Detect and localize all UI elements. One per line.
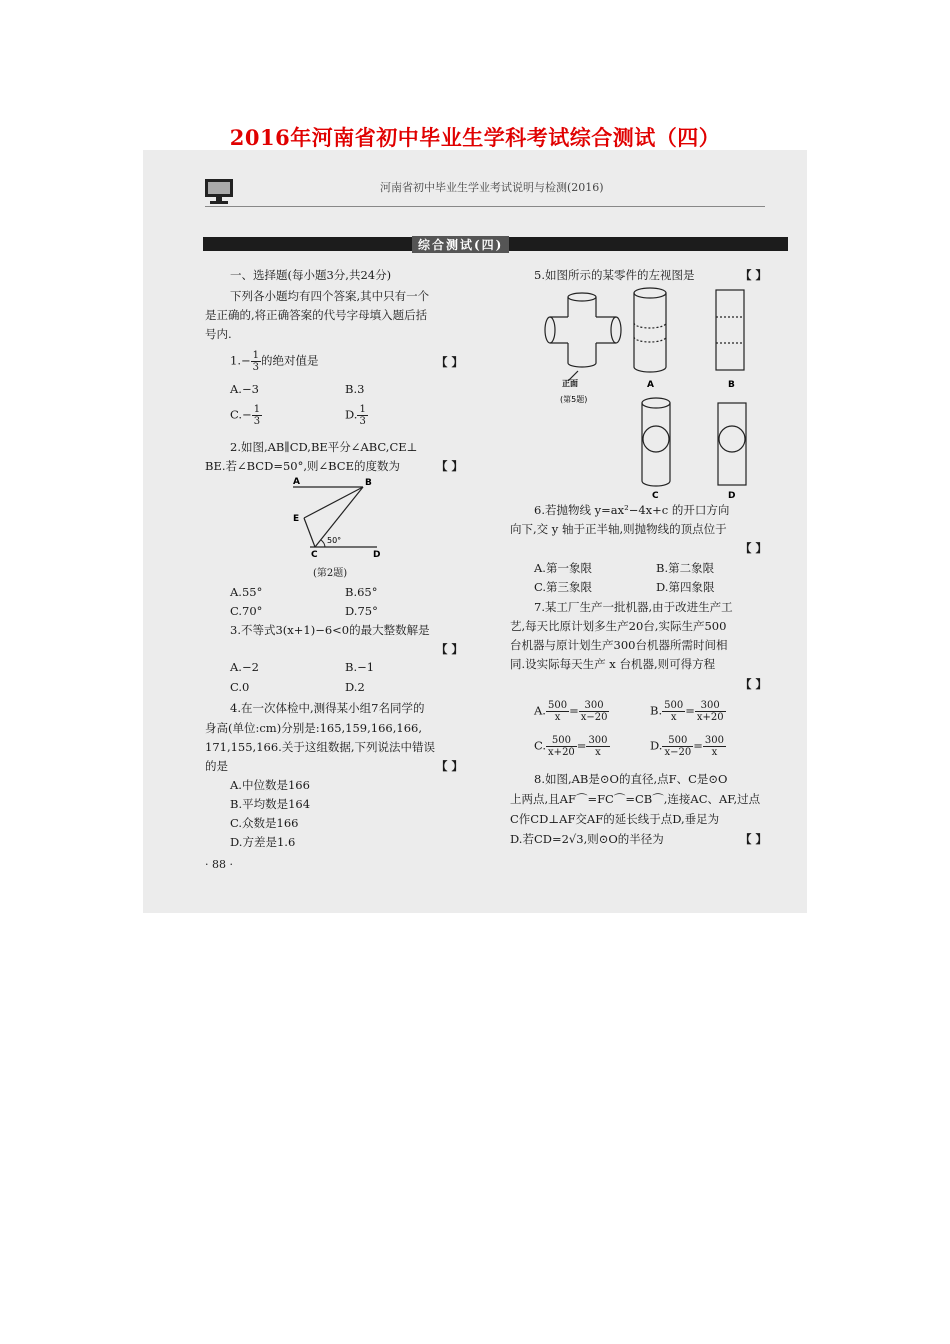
q2-stem-1: 2.如图,AB∥CD,BE平分∠ABC,CE⊥	[230, 440, 418, 454]
q1-fraction	[251, 350, 261, 373]
q7-c-n1: 500	[546, 735, 577, 747]
q7-option-b: B. $\frac{500}{x}$ = $\frac{300}{x+20}$	[650, 700, 724, 723]
page-number: · 88 ·	[205, 858, 233, 871]
q6-answer-bracket: 【 】	[740, 541, 768, 555]
q7-b-d1: x	[670, 712, 677, 723]
q4-option-a: A.中位数是166	[230, 778, 310, 792]
q5-label-b: B	[728, 380, 735, 390]
q3-stem: 3.不等式3(x+1)−6<0的最大整数解是	[230, 623, 430, 637]
q7-b-left	[662, 700, 685, 723]
q3-answer-bracket: 【 】	[436, 642, 464, 656]
q8-stem-4: D.若CD=2√3,则⊙O的半径为	[510, 832, 664, 846]
q2-angle-label: 50°	[327, 536, 342, 545]
q8-stem-2: 上两点,且AF⌒=FC⌒=CB⌒,连接AC、AF,过点	[510, 792, 761, 806]
q7-d-n2: 300	[704, 735, 724, 746]
q5-label-c: C	[652, 491, 659, 500]
q2-option-d: D.75°	[345, 604, 378, 618]
q7-d-label: D.	[650, 738, 663, 753]
q2-option-b: B.65°	[345, 585, 378, 599]
q1-c-prefix: C.−	[230, 407, 252, 422]
q2-option-a: A.55°	[230, 585, 263, 599]
q7-d-n1: 500	[662, 735, 693, 747]
q5-figure	[520, 285, 780, 500]
q2-label-b: B	[365, 478, 372, 488]
q7-a-n1: 500	[547, 700, 568, 711]
q5-label-d: D	[728, 491, 736, 500]
running-header: 河南省初中毕业生学业考试说明与检测(2016)	[380, 181, 604, 194]
q3-option-c: C.0	[230, 680, 250, 694]
q1-d-prefix: D.	[345, 407, 358, 422]
q1-option-d	[345, 404, 368, 427]
q1-num: 1	[252, 350, 259, 361]
q7-b-d2: x+20	[696, 712, 724, 723]
section-intro-1: 下列各小题均有四个答案,其中只有一个	[230, 289, 430, 303]
q1-d-num: 1	[359, 404, 366, 415]
q1-d-den: 3	[359, 416, 366, 427]
q5-answer-bracket: 【 】	[740, 268, 768, 282]
q7-b-n1: 500	[664, 700, 684, 711]
q4-stem-3: 171,155,166.关于这组数据,下列说法中错误	[205, 740, 435, 754]
q4-option-c: C.众数是166	[230, 816, 299, 830]
q7-c-d2: x	[595, 747, 601, 758]
q6-option-c: C.第三象限	[534, 580, 593, 594]
q7-option-c: C. $\frac{500}{x+20}$ = $\frac{300}{x}$	[534, 735, 608, 758]
q2-answer-bracket: 【 】	[436, 459, 464, 473]
banner-title: 综合测试(四)	[412, 236, 509, 253]
q2-label-d: D	[373, 550, 381, 560]
q2-option-c: C.70°	[230, 604, 263, 618]
q6-option-b: B.第二象限	[656, 561, 715, 575]
q7-b-label: B.	[650, 703, 663, 718]
q7-c-left	[546, 735, 577, 758]
q7-stem-2: 艺,每天比原计划多生产20台,实际生产500	[510, 619, 727, 633]
section-heading: 一、选择题(每小题3分,共24分)	[230, 268, 392, 282]
q8-stem-1: 8.如图,AB是⊙O的直径,点F、C是⊙O	[534, 772, 728, 786]
q4-option-b: B.平均数是164	[230, 797, 311, 811]
q4-stem-1: 4.在一次体检中,测得某小组7名同学的	[230, 701, 425, 715]
q1-prefix: 1.−	[230, 353, 251, 368]
q7-answer-bracket: 【 】	[740, 677, 768, 691]
q1-den: 3	[252, 362, 259, 373]
q6-stem-2: 向下,交 y 轴于正半轴,则抛物线的顶点位于	[510, 522, 727, 536]
q1-c-num: 1	[253, 404, 261, 415]
q5-label-a: A	[647, 380, 654, 390]
q7-d-right	[703, 735, 726, 758]
q7-c-d1: x+20	[548, 747, 575, 758]
q7-b-n2: 300	[695, 700, 726, 712]
q1-option-c	[230, 404, 262, 427]
q1-suffix: 的绝对值是	[260, 353, 319, 368]
q7-b-right	[695, 700, 726, 723]
q7-a-d1: x	[554, 712, 561, 723]
q6-stem-1: 6.若抛物线 y=ax²−4x+c 的开口方向	[534, 503, 730, 517]
q7-a-label: A.	[534, 703, 546, 718]
q7-d-d1: x−20	[664, 747, 692, 758]
q1-d-fraction	[357, 404, 367, 427]
q8-stem-3: C作CD⊥AF交AF的延长线于点D,垂足为	[510, 812, 720, 826]
q1-stem	[230, 350, 318, 373]
q2-label-c: C	[311, 550, 318, 560]
q7-c-label: C.	[534, 738, 547, 753]
q7-a-left	[546, 700, 569, 723]
q7-stem-3: 台机器与原计划生产300台机器所需时间相	[510, 638, 728, 652]
q7-c-right	[586, 735, 609, 758]
q3-option-a: A.−2	[230, 660, 259, 674]
q5-front-label: 正面	[562, 379, 578, 388]
q7-c-n2: 300	[588, 735, 608, 746]
q7-a-d2: x−20	[580, 712, 608, 723]
q7-option-d: D. $\frac{500}{x-20}$ = $\frac{300}{x}$	[650, 735, 724, 758]
q8-answer-bracket: 【 】	[740, 832, 768, 846]
q4-stem-2: 身高(单位:cm)分别是:165,159,166,166,	[205, 721, 422, 735]
header-rule	[205, 206, 765, 207]
q1-c-fraction	[252, 404, 262, 427]
q1-option-a: A.−3	[230, 382, 259, 396]
computer-icon	[204, 178, 234, 206]
section-intro-2: 是正确的,将正确答案的代号字母填入题后括	[205, 308, 428, 322]
q2-label-a: A	[293, 477, 300, 487]
q7-d-d2: x	[711, 747, 718, 758]
section-intro-3: 号内.	[205, 327, 232, 341]
q4-option-d: D.方差是1.6	[230, 835, 296, 849]
q6-option-a: A.第一象限	[534, 561, 592, 575]
q2-caption: (第2题)	[313, 568, 348, 579]
q6-option-d: D.第四象限	[656, 580, 715, 594]
q3-option-d: D.2	[345, 680, 365, 694]
q7-d-left	[662, 735, 693, 758]
q7-a-n2: 300	[579, 700, 610, 712]
q2-stem-2: BE.若∠BCD=50°,则∠BCE的度数为	[205, 459, 400, 473]
document-title: 2016年河南省初中毕业生学科考试综合测试（四）	[229, 125, 721, 150]
q2-label-e: E	[293, 514, 300, 524]
q4-stem-4: 的是	[205, 759, 228, 773]
q1-answer-bracket: 【 】	[436, 355, 464, 369]
q7-stem-4: 同.设实际每天生产 x 台机器,则可得方程	[510, 657, 716, 671]
q5-caption: (第5题)	[560, 395, 588, 404]
q1-c-den: 3	[253, 416, 261, 427]
q4-answer-bracket: 【 】	[436, 759, 464, 773]
q7-stem-1: 7.某工厂生产一批机器,由于改进生产工	[534, 600, 733, 614]
q5-stem: 5.如图所示的某零件的左视图是	[534, 268, 695, 282]
q3-option-b: B.−1	[345, 660, 375, 674]
q7-a-right	[579, 700, 610, 723]
q1-option-b: B.3	[345, 382, 365, 396]
q7-option-a: A. $\frac{500}{x}$ = $\frac{300}{x-20}$	[534, 700, 608, 723]
